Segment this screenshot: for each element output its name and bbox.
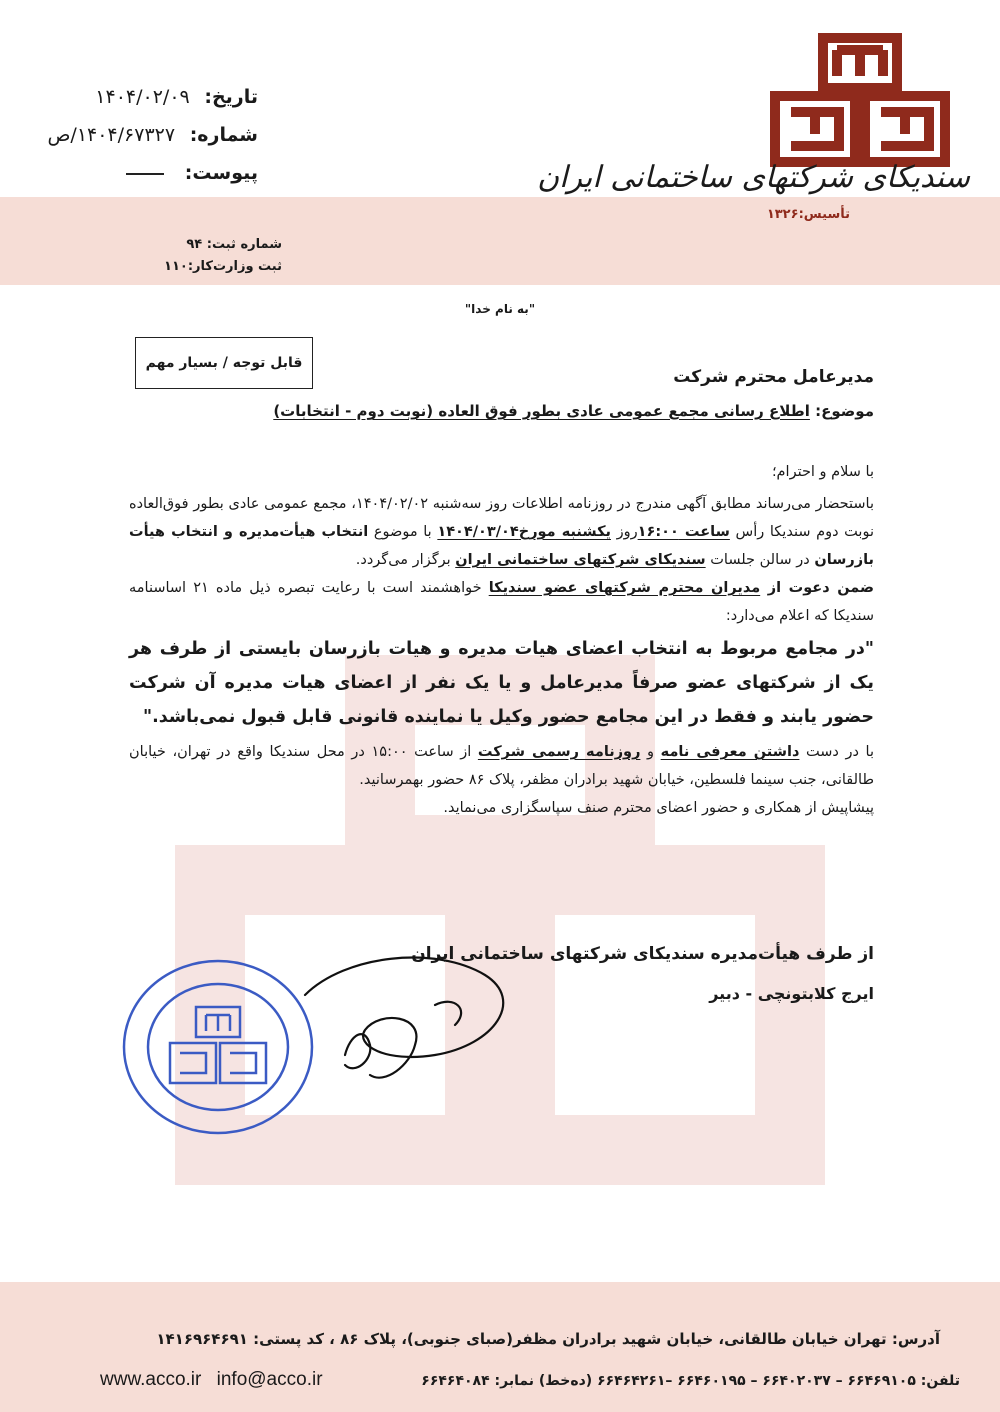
meeting-time: ساعت ۱۶:۰۰	[637, 524, 730, 540]
footer-address: آدرس: تهران خیابان طالقانی، خیابان شهید برادران مظفر(صبای جنوبی)، پلاک ۸۶ ، کد پستی: ۱۴۱۶۹۶۴۶۹۱	[156, 1330, 940, 1348]
number-label: شماره:	[189, 124, 258, 146]
footer-website[interactable]: www.acco.ir	[100, 1369, 202, 1390]
signoff: از طرف هیأت‌مدیره سندیکای شرکتهای ساختمانی ایران	[411, 944, 874, 964]
footer-web-contacts	[100, 1369, 323, 1391]
paragraph-4: پیشاپیش از همکاری و حضور اعضای محترم صنف سپاسگزاری می‌نماید.	[443, 800, 874, 816]
registration-number: شماره ثبت: ۹۴	[186, 237, 282, 252]
footer-phones: تلفن: ۶۶۴۶۹۱۰۵ – ۶۶۴۰۲۰۳۷ – ۶۶۴۶۰۱۹۵ –۶۶۴۶۴۲۶۱ (ده‌خط) نمابر: ۶۶۴۶۴۰۸۴	[421, 1373, 960, 1389]
p3-text-b: و	[640, 744, 661, 760]
p2-text-a: ضمن دعوت از	[760, 580, 874, 596]
subject-line	[273, 402, 874, 420]
paragraph-2	[129, 574, 874, 630]
number-row	[47, 124, 258, 146]
p3-text-a: با در دست	[799, 744, 874, 760]
p3-text-c: از ساعت ۱۵:۰۰ در محل سندیکا واقع در تهران، خیابان طالقانی، جنب سینما فلسطین، خیابان شهید برادران مظفر، پلاک ۸۶ حضور بهمرسانید.	[129, 744, 874, 788]
invitees: مدیران محترم شرکتهای عضو سندیکا	[488, 580, 761, 596]
notice-box	[135, 337, 313, 389]
p1-text-e: برگزار می‌گردد.	[355, 552, 456, 568]
recipient: مدیرعامل محترم شرکت	[673, 367, 874, 387]
number-value: ۱۴۰۴/۶۷۳۲۷/ص	[47, 124, 176, 146]
greeting: با سلام و احترام؛	[771, 464, 874, 480]
subject-value: اطلاع رسانی مجمع عمومی عادی بطور فوق العاده (نوبت دوم - انتخابات)	[273, 402, 810, 420]
p1-text-a: باستحضار می‌رساند مطابق آگهی مندرج در روزنامه اطلاعات روز سه‌شنبه ۱۴۰۴/۰۲/۰۲، مجمع عمومی عادی بطور فوق‌العاده نوبت دوم سندیکا رأس	[129, 496, 875, 540]
p1-text-c: با موضوع	[368, 524, 438, 540]
p2-text-b: خواهشمند است با رعایت تبصره ذیل ماده ۲۱ اساسنامه سندیکا که اعلام می‌دارد:	[129, 580, 874, 624]
required-doc-1: داشتن معرفی نامه	[660, 744, 800, 760]
attachment-row	[126, 162, 258, 184]
header-band	[0, 197, 1000, 285]
meeting-venue: سندیکای شرکتهای ساختمانی ایران	[455, 552, 706, 568]
meeting-date: یکشنبه مورخ۱۴۰۴/۰۳/۰۴	[437, 524, 611, 540]
attachment-dash	[126, 173, 164, 175]
footer-email[interactable]: info@acco.ir	[216, 1369, 323, 1390]
official-seal	[118, 955, 318, 1140]
basmala: "به نام خدا"	[464, 302, 536, 316]
subject-label: موضوع:	[815, 402, 874, 420]
date-value: ۱۴۰۴/۰۲/۰۹	[95, 86, 190, 108]
p1-text-d: در سالن جلسات	[705, 552, 815, 568]
org-logo-icon	[765, 30, 955, 170]
date-row	[95, 86, 258, 108]
ministry-registration: ثبت وزارت‌کار:۱۱۰	[164, 259, 282, 274]
paragraph-3	[129, 738, 874, 794]
bylaw-quote: "در مجامع مربوط به انتخاب اعضای هیات مدیره و هیات بازرسان بایستی از طرف هر یک از شرکتهای عضو صرفاً مدیرعامل و یا یک نفر از اعضای هیات مدیره آن شرکت حضور یابند و فقط در این مجامع حضور وکیل یا نماینده قانونی قابل قبول نمی‌باشد."	[129, 639, 874, 727]
org-founded-date: تأسیس:۱۳۲۶	[766, 207, 850, 222]
required-doc-2: روزنامه رسمی شرکت	[477, 744, 641, 760]
letter-body	[129, 458, 874, 822]
org-logo-name: سندیکای شرکتهای ساختمانی ایران	[537, 160, 970, 195]
date-label: تاریخ:	[204, 86, 258, 108]
attachment-label: پیوست:	[184, 162, 258, 184]
handwritten-signature	[285, 935, 535, 1095]
registration-info	[164, 234, 282, 278]
meeting-topic: انتخاب هیأت‌مدیره و انتخاب هیأت بازرسان	[129, 524, 874, 568]
p1-text-b: روز	[610, 524, 638, 540]
paragraph-1	[129, 490, 874, 574]
notice-box-text: قابل توجه / بسیار مهم	[145, 355, 303, 371]
signer: ایرج کلابتونچی - دبیر	[709, 984, 874, 1003]
